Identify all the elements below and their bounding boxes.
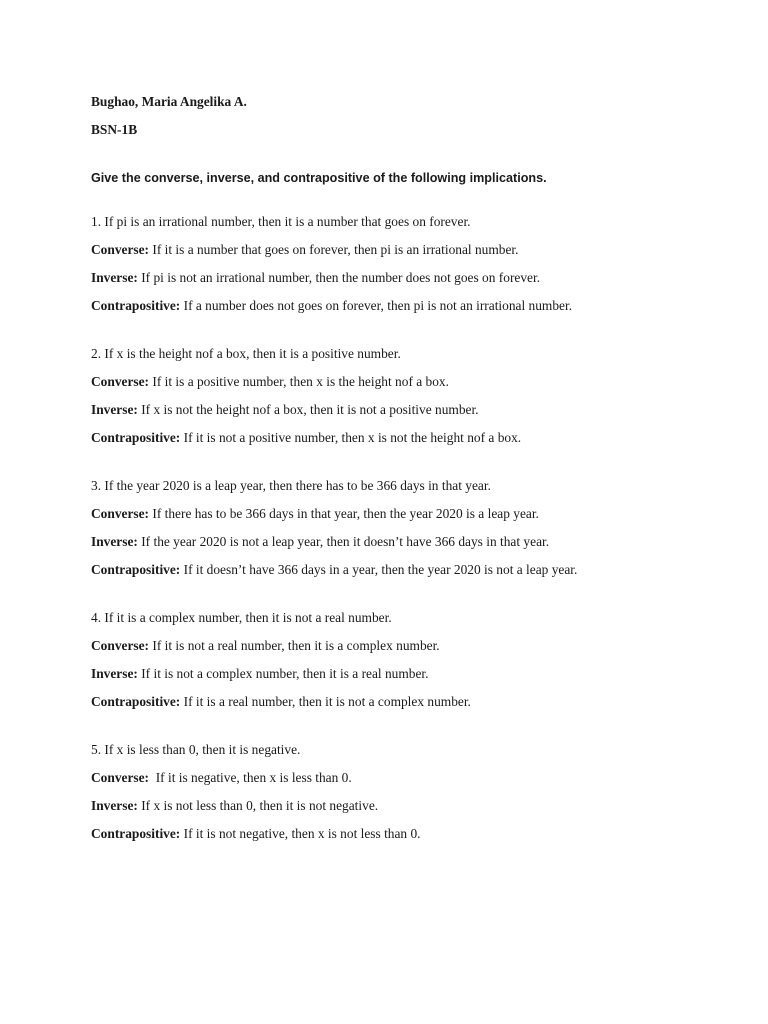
implication-item-4 [91, 609, 731, 711]
implication-item-2 [91, 345, 731, 447]
statement-line: 2. If x is the height nof a box, then it is a positive number. [91, 346, 401, 361]
contrapositive-line [91, 561, 731, 579]
contrapositive-text: If it doesn’t have 366 days in a year, then the year 2020 is not a leap year. [180, 562, 578, 577]
converse-text: If it is a number that goes on forever, then pi is an irrational number. [149, 242, 519, 257]
contrapositive-text: If it is not a positive number, then x is not the height nof a box. [180, 430, 522, 445]
inverse-label: Inverse: [91, 666, 138, 681]
document-body [91, 93, 731, 843]
contrapositive-label: Contrapositive: [91, 562, 181, 577]
converse-label: Converse: [91, 638, 150, 653]
implication-item-5 [91, 741, 731, 843]
converse-line [91, 373, 731, 391]
contrapositive-text: If it is a real number, then it is not a complex number. [180, 694, 471, 709]
converse-label: Converse: [91, 242, 150, 257]
inverse-text: If x is not the height nof a box, then it is not a positive number. [137, 402, 479, 417]
statement-line: 3. If the year 2020 is a leap year, then there has to be 366 days in that year. [91, 478, 491, 493]
inverse-text: If the year 2020 is not a leap year, then it doesn’t have 366 days in that year. [137, 534, 550, 549]
instruction-text: Give the converse, inverse, and contrapositive of the following implications. [91, 171, 547, 185]
inverse-label: Inverse: [91, 402, 138, 417]
student-section: BSN-1B [91, 122, 138, 137]
contrapositive-label: Contrapositive: [91, 826, 181, 841]
statement-line: 1. If pi is an irrational number, then it is a number that goes on forever. [91, 214, 471, 229]
student-name: Bughao, Maria Angelika A. [91, 94, 247, 109]
converse-label: Converse: [91, 506, 150, 521]
implication-item-1 [91, 213, 731, 315]
contrapositive-text: If a number does not goes on forever, then pi is not an irrational number. [180, 298, 573, 313]
converse-text: If it is a positive number, then x is the height nof a box. [149, 374, 449, 389]
converse-line [91, 769, 731, 787]
inverse-label: Inverse: [91, 270, 138, 285]
converse-label: Converse: [91, 770, 150, 785]
contrapositive-line [91, 825, 731, 843]
converse-text: If it is negative, then x is less than 0. [149, 770, 352, 785]
inverse-line [91, 269, 731, 287]
inverse-line [91, 797, 731, 815]
inverse-text: If x is not less than 0, then it is not negative. [137, 798, 379, 813]
contrapositive-label: Contrapositive: [91, 298, 181, 313]
inverse-label: Inverse: [91, 534, 138, 549]
inverse-text: If it is not a complex number, then it is a real number. [137, 666, 429, 681]
contrapositive-label: Contrapositive: [91, 694, 181, 709]
contrapositive-text: If it is not negative, then x is not less than 0. [180, 826, 421, 841]
inverse-label: Inverse: [91, 798, 138, 813]
implication-list [91, 213, 731, 843]
converse-text: If there has to be 366 days in that year, then the year 2020 is a leap year. [149, 506, 539, 521]
inverse-text: If pi is not an irrational number, then the number does not goes on forever. [137, 270, 541, 285]
converse-line [91, 505, 731, 523]
statement-line: 5. If x is less than 0, then it is negative. [91, 742, 301, 757]
inverse-line [91, 665, 731, 683]
converse-line [91, 241, 731, 259]
converse-label: Converse: [91, 374, 150, 389]
contrapositive-label: Contrapositive: [91, 430, 181, 445]
inverse-line [91, 401, 731, 419]
contrapositive-line [91, 297, 731, 315]
inverse-line [91, 533, 731, 551]
implication-item-3 [91, 477, 731, 579]
contrapositive-line [91, 429, 731, 447]
contrapositive-line [91, 693, 731, 711]
converse-text: If it is not a real number, then it is a complex number. [149, 638, 440, 653]
statement-line: 4. If it is a complex number, then it is not a real number. [91, 610, 392, 625]
converse-line [91, 637, 731, 655]
